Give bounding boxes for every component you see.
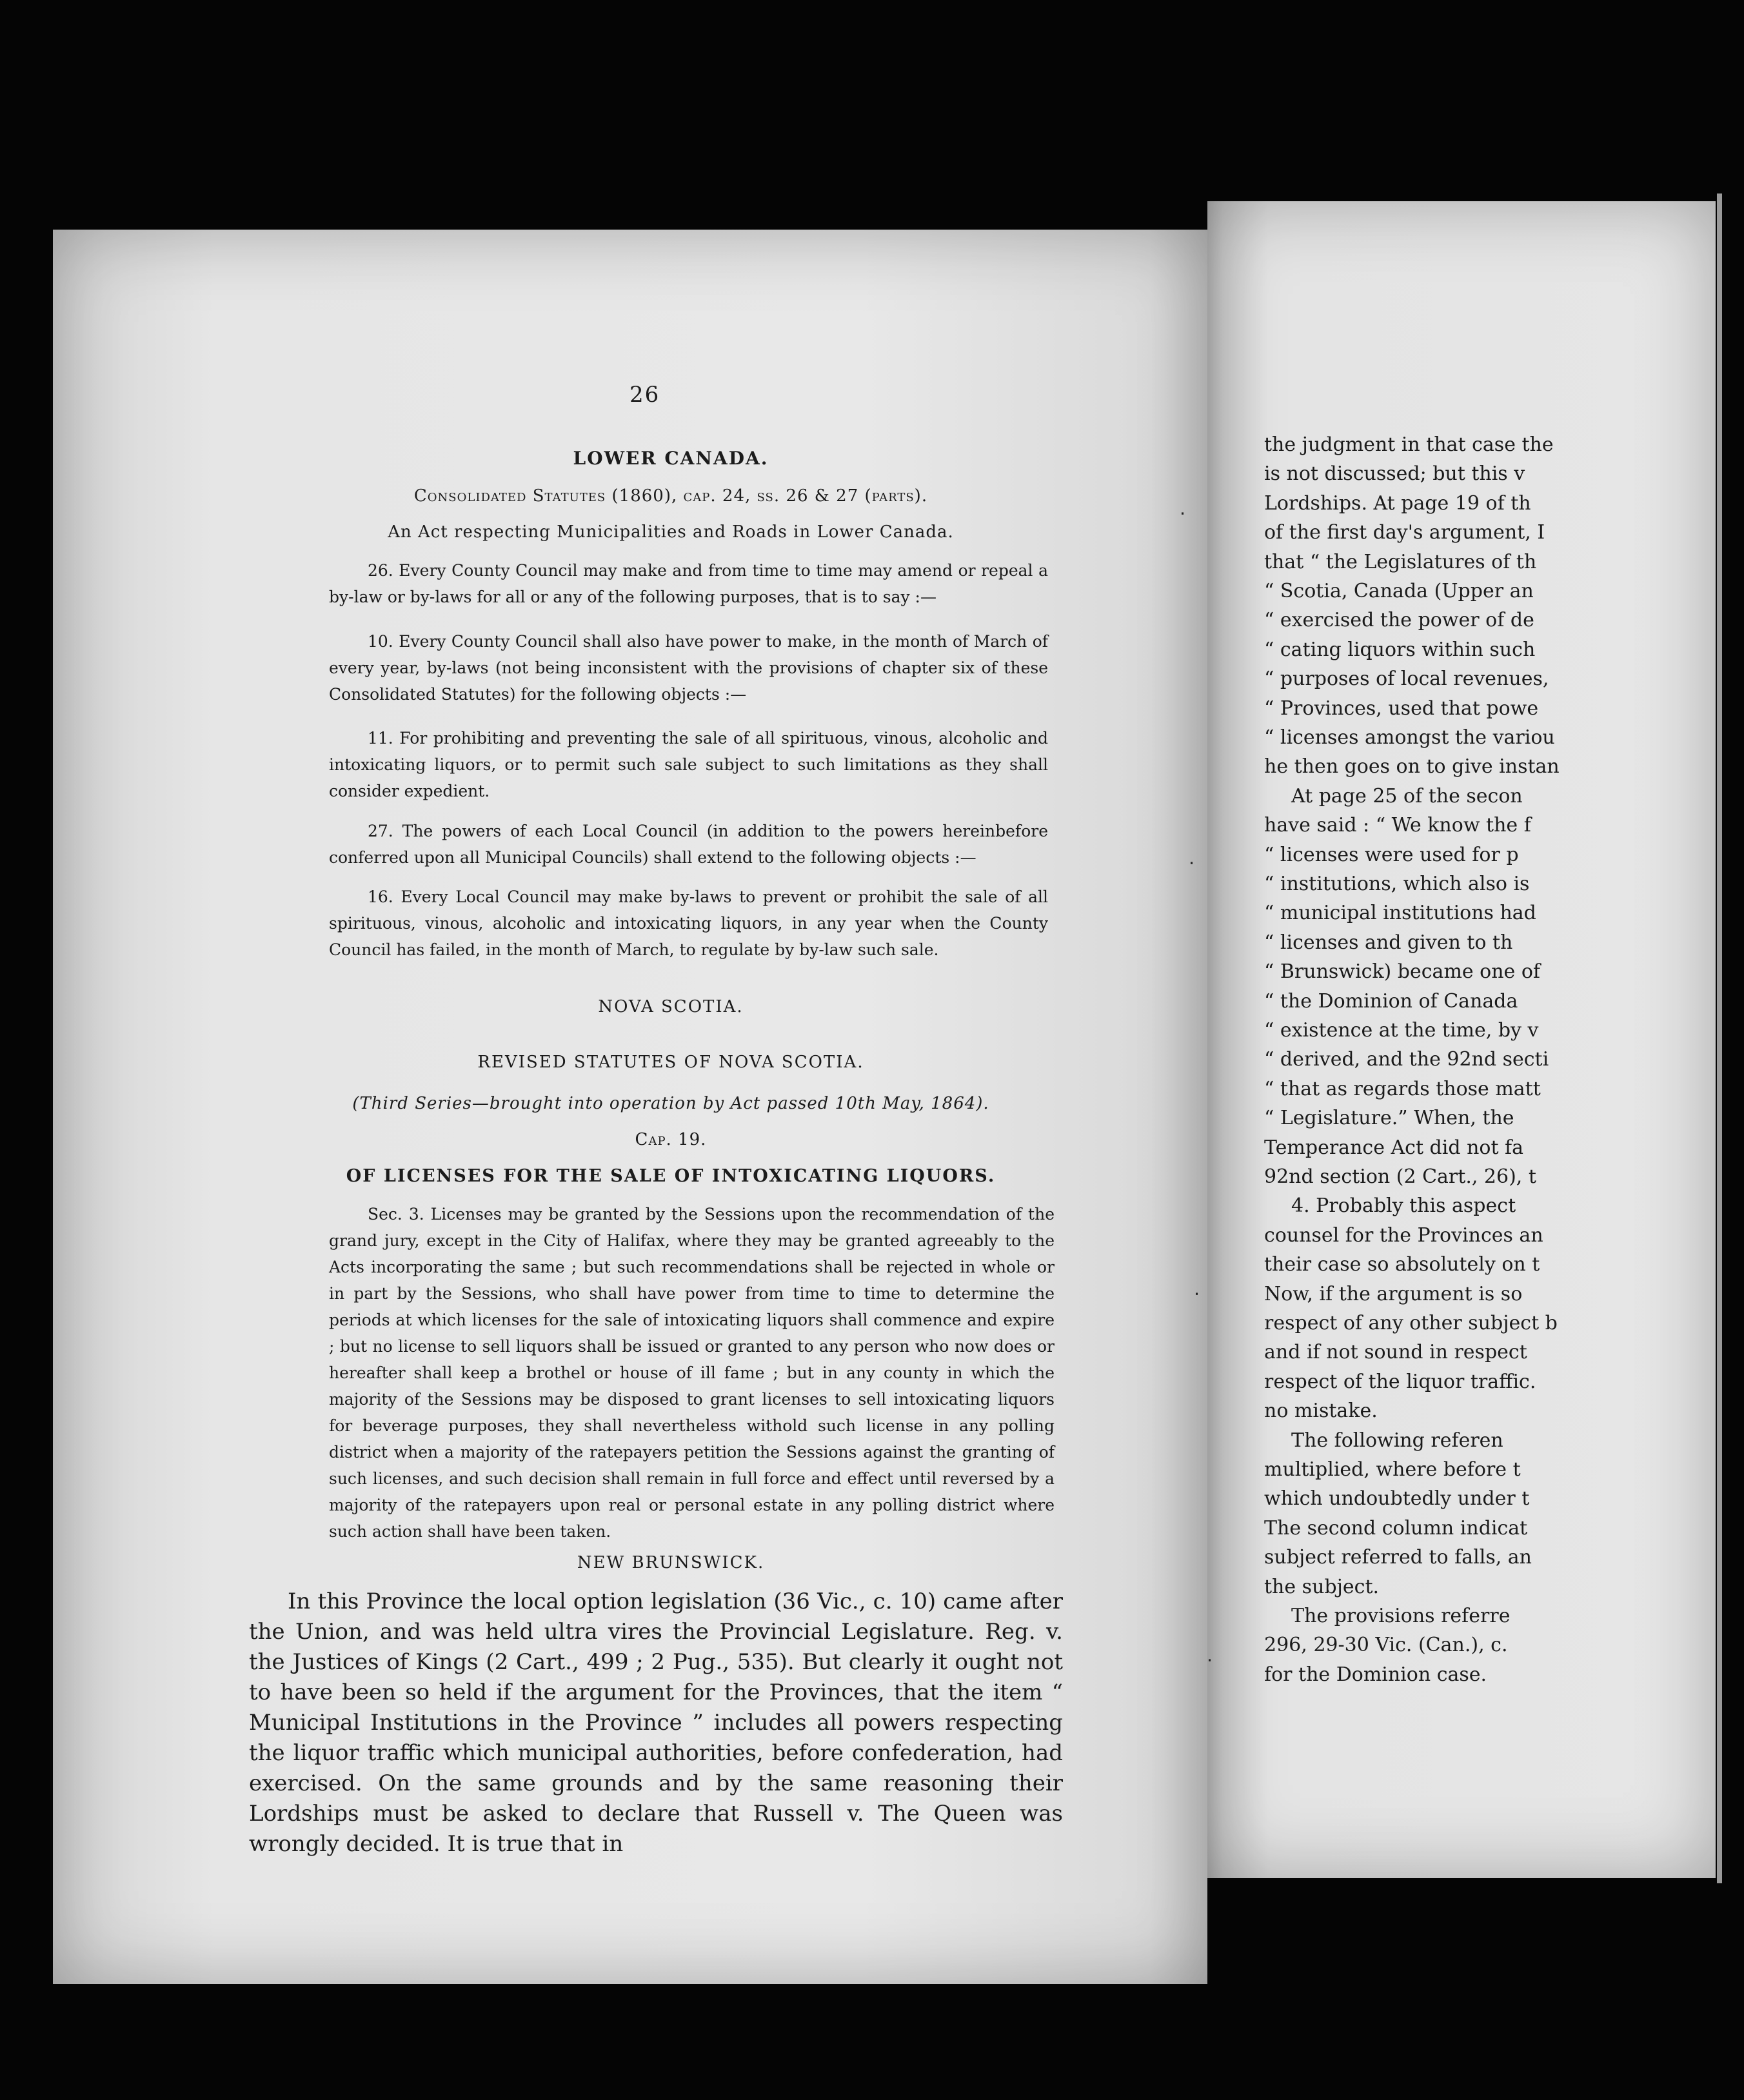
binding-mark: ٠	[1187, 851, 1197, 873]
right-page-line: The provisions referre	[1291, 1605, 1511, 1627]
right-page-line: “ existence at the time, by v	[1264, 1019, 1539, 1042]
right-page-line: multiplied, where before t	[1264, 1458, 1521, 1481]
right-page-line: Temperance Act did not fa	[1264, 1136, 1524, 1159]
right-page-line: 92nd section (2 Cart., 26), t	[1264, 1165, 1536, 1188]
right-page-line: is not discussed; but this v	[1264, 462, 1525, 486]
heading-lower-canada: LOWER CANADA.	[573, 448, 769, 469]
section-10: 10. Every County Council shall also have power to make, in the month of March of every year, by-laws (not being inconsistent with the provisions of chapter six of these Consolidated Statutes) for the following objects :—	[329, 632, 1048, 704]
right-page-line: “ licenses amongst the variou	[1264, 726, 1555, 749]
right-page-line: “ Scotia, Canada (Upper an	[1264, 580, 1534, 602]
page-edge	[1717, 193, 1722, 1883]
right-page-line: the judgment in that case the	[1264, 433, 1554, 456]
right-page-line: he then goes on to give instan	[1264, 755, 1560, 778]
right-page-line: and if not sound in respect	[1264, 1341, 1527, 1364]
right-page-line: “ municipal institutions had	[1264, 902, 1536, 925]
right-page-line: have said : “ We know the f	[1264, 814, 1531, 837]
third-series-note: (Third Series—brought into operation by Act passed 10th May, 1864).	[352, 1094, 989, 1113]
right-page-line: respect of any other subject b	[1264, 1312, 1558, 1334]
right-page-line: “ licenses and given to th	[1264, 931, 1513, 954]
right-page-line: “ Provinces, used that powe	[1264, 697, 1539, 720]
binding-mark: ٠	[1192, 1282, 1202, 1303]
new-brunswick-paragraph: In this Province the local option legislation (36 Vic., c. 10) came after the Union, and was held ultra vires the Provincial Legislature. Reg. v. the Justices of Kings (2 Cart., 499 ; 2 Pug., 535). But clearly it ought not to have been so held if the argument for the Provinces, that the item “ Municipal Institutions in the Province ” includes all powers respecting the liquor traffic which municipal authorities, before confederation, had exercised. On the same grounds and by the same reasoning their Lordships must be asked to declare that Russell v. The Queen was wrongly decided. It is true that in	[249, 1589, 1063, 1857]
right-page-line: their case so absolutely on t	[1264, 1253, 1540, 1276]
right-page-line: respect of the liquor traffic.	[1264, 1370, 1536, 1393]
right-page-line: which undoubtedly under t	[1264, 1487, 1530, 1511]
section-11: 11. For prohibiting and preventing the sale of all spirituous, vinous, alcoholic and intoxicating liquors, or to permit such sale subject to such limitations as they shall consider expedient.	[329, 729, 1048, 800]
section-27: 27. The powers of each Local Council (in addition to the powers hereinbefore conferred upon all Municipal Councils) shall extend to the following objects :—	[329, 822, 1048, 867]
right-page-line: Lordships. At page 19 of th	[1264, 491, 1531, 515]
licenses-heading: OF LICENSES FOR THE SALE OF INTOXICATING LIQUORS.	[346, 1166, 996, 1186]
right-page-line: “ purposes of local revenues,	[1264, 668, 1549, 691]
section-3: Sec. 3. Licenses may be granted by the Sessions upon the recommendation of the grand jury, except in the City of Halifax, where they may be granted agreeably to the Acts incorporating the same ; but such recommendations shall be rejected in whole or in part by the Sessions, who shall have power from time to time to determine the periods at which licenses for the sale of intoxicating liquors shall commence and expire ; but no license to sell liquors shall be issued or granted to any person who now does or hereafter shall keep a brothel or house of ill fame ; but in any county in which the majority of the Sessions may be disposed to grant licenses to sell intoxicating liquors for beverage purposes, they shall nevertheless withold such license in any polling district when a majority of the ratepayers petition the Sessions against the granting of such licenses, and such decision shall remain in full force and effect until reversed by a majority of the ratepayers upon real or personal estate in any polling district where such action shall have been taken.	[329, 1205, 1055, 1541]
heading-new-brunswick: NEW BRUNSWICK.	[577, 1553, 765, 1572]
right-page-line: “ derived, and the 92nd secti	[1264, 1048, 1549, 1071]
page-number: 26	[629, 382, 660, 408]
right-page-line: “ exercised the power of de	[1264, 609, 1534, 632]
right-page-line: “ Legislature.” When, the	[1264, 1107, 1514, 1130]
right-page-line: The second column indicat	[1264, 1516, 1528, 1540]
revised-statutes-heading: REVISED STATUTES OF NOVA SCOTIA.	[477, 1053, 864, 1072]
right-page-line: of the first day's argument, I	[1264, 521, 1545, 544]
binding-mark: ٠	[1178, 502, 1188, 523]
heading-nova-scotia: NOVA SCOTIA.	[598, 997, 744, 1016]
right-page-line: 296, 29-30 Vic. (Can.), c.	[1264, 1634, 1508, 1657]
act-title: An Act respecting Municipalities and Roads in Lower Canada.	[388, 522, 954, 542]
right-page-line: no mistake.	[1264, 1400, 1378, 1423]
right-page-line: subject referred to falls, an	[1264, 1546, 1532, 1569]
right-page	[1207, 201, 1716, 1878]
right-page-line: The following referen	[1291, 1429, 1503, 1452]
right-page-line: 4. Probably this aspect	[1291, 1194, 1516, 1218]
right-page-line: “ licenses were used for p	[1264, 843, 1519, 866]
section-16: 16. Every Local Council may make by-laws to prevent or prohibit the sale of all spirituous, vinous, alcoholic and intoxicating liquors, in any year when the County Council has failed, in the month of March, to regulate by by-law such sale.	[329, 887, 1048, 959]
right-page-line: At page 25 of the secon	[1291, 784, 1523, 807]
binding-mark: ٠	[1205, 1649, 1215, 1670]
right-page-line: the subject.	[1264, 1575, 1380, 1598]
right-page-line: Now, if the argument is so	[1264, 1282, 1523, 1305]
right-page-line: “ institutions, which also is	[1264, 873, 1530, 895]
section-26: 26. Every County Council may make and from time to time may amend or repeal a by-law or by-laws for all or any of the following purposes, that is to say :—	[329, 561, 1048, 606]
right-page-line: “ Brunswick) became one of	[1264, 960, 1541, 984]
right-page-line: “ that as regards those matt	[1264, 1077, 1541, 1100]
right-page-line: that “ the Legislatures of th	[1264, 550, 1537, 573]
right-page-line: “ cating liquors within such	[1264, 638, 1536, 661]
cap-19: Cap. 19.	[635, 1130, 707, 1149]
right-page-line: for the Dominion case.	[1264, 1663, 1487, 1686]
right-page-line: counsel for the Provinces an	[1264, 1223, 1543, 1247]
statute-reference: Consolidated Statutes (1860), cap. 24, ss. 26 & 27 (parts).	[413, 486, 928, 506]
right-page-line: “ the Dominion of Canada	[1264, 989, 1518, 1013]
